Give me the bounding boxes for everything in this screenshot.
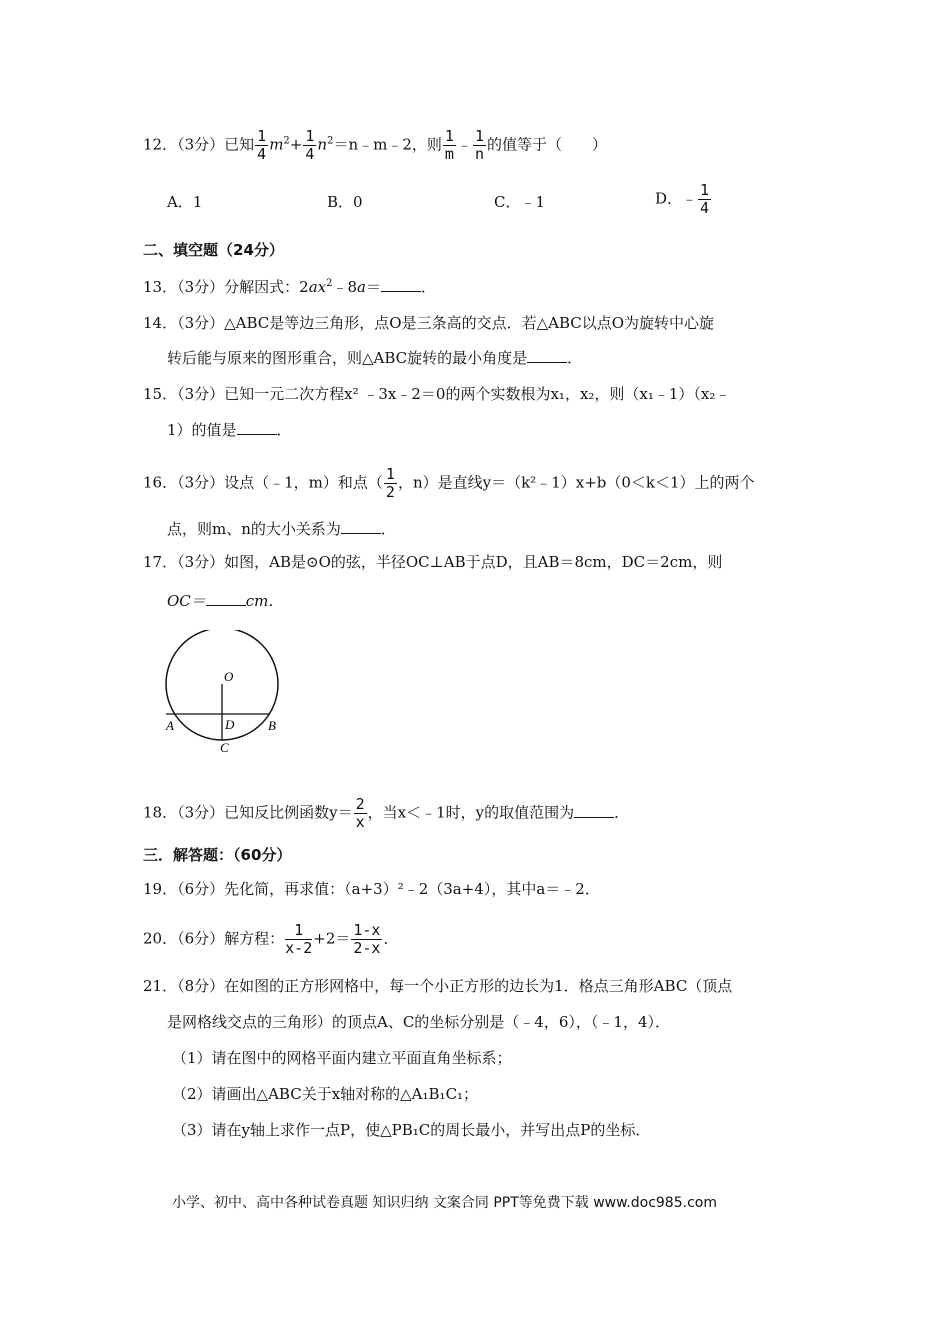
label-o: O	[224, 669, 234, 684]
q21-text: 在如图的正方形网格中，每一个小正方形的边长为1．格点三角形ABC（顶点	[224, 977, 733, 995]
q16-score: （3分）	[177, 473, 225, 492]
q16-number: 16．	[143, 473, 178, 492]
fraction-right	[351, 922, 382, 957]
q14-number: 14．	[143, 314, 178, 332]
q13-text: 分解因式：2	[224, 278, 309, 296]
label-a: A	[166, 718, 174, 733]
frac-den: 4	[700, 199, 710, 217]
q14-line-2	[167, 348, 582, 368]
answer-blank	[206, 591, 246, 606]
q13-eq: ＝	[365, 278, 381, 296]
q15-score: （3分）	[177, 385, 225, 403]
q12-score: （3分）	[177, 135, 225, 154]
q21-sub-1: （1）请在图中的网格平面内建立平面直角坐标系；	[172, 1049, 512, 1067]
q13-var: a	[357, 278, 366, 296]
q19-line	[143, 879, 600, 899]
q12-option-d	[655, 182, 712, 217]
q17-number: 17．	[143, 553, 178, 571]
q19-text: 先化简，再求值：（a+3）²﹣2（3a+4），其中a＝﹣2．	[224, 880, 600, 898]
fraction-one-half	[384, 466, 397, 501]
q14-score: （3分）	[177, 314, 225, 332]
frac-den: x-2	[285, 939, 313, 957]
q21-sub-3: （3）请在y轴上求作一点P，使△PB₁C的周长最小，并写出点P的坐标．	[172, 1121, 651, 1139]
q14-period: ．	[567, 349, 583, 367]
frac-den: n	[474, 145, 484, 163]
frac-den: m	[444, 145, 454, 163]
q13-text: ﹣8	[332, 278, 358, 296]
frac-num: 1	[305, 127, 315, 145]
plus: +	[289, 135, 303, 154]
q19-number: 19．	[143, 880, 178, 898]
q18-score: （3分）	[177, 803, 225, 822]
var-m: m	[269, 135, 284, 154]
q20-score: （6分）	[177, 929, 225, 948]
q17-text: 如图，AB是⊙O的弦，半径OC⊥AB于点D，且AB＝8cm，DC＝2cm，则	[224, 553, 723, 571]
fraction-left	[285, 922, 312, 957]
answer-blank	[341, 519, 381, 534]
exponent: 2	[326, 278, 333, 289]
q16-text: 设点（﹣1，m）和点（	[224, 473, 383, 492]
q19-score: （6分）	[177, 880, 225, 898]
section-heading-solve: 三．解答题：（60分）	[143, 846, 292, 864]
q12-number: 12．	[143, 135, 178, 154]
q18-text: 已知反比例函数y＝	[224, 803, 353, 822]
q21-line-1	[143, 976, 732, 996]
fraction-quarter	[255, 128, 268, 163]
q12-option-a: A．1	[167, 193, 203, 211]
q21-line-2: 是网格线交点的三角形）的顶点A、C的坐标分别是（﹣4，6），（﹣1，4）．	[167, 1013, 670, 1031]
q18-line	[143, 796, 629, 831]
label-c: C	[220, 740, 229, 755]
q14-text: 转后能与原来的图形重合，则△ABC旋转的最小角度是	[167, 349, 528, 367]
q12-line	[143, 128, 607, 163]
q15-line-1	[143, 384, 730, 404]
q13-var: ax	[308, 278, 327, 296]
fraction-1-over-n	[473, 128, 486, 163]
frac-num: 1	[285, 922, 312, 940]
q13-score: （3分）	[177, 278, 225, 296]
q16-line-1	[143, 466, 755, 501]
q18-text: ，当x＜﹣1时，y的取值范围为	[367, 803, 575, 822]
answer-blank	[527, 348, 567, 363]
q21-sub-2: （2）请画出△ABC关于x轴对称的△A₁B₁C₁；	[172, 1085, 479, 1103]
answer-blank	[574, 803, 614, 818]
answer-blank	[381, 277, 421, 292]
circle-chord-figure	[158, 630, 288, 760]
q12-option-b: B．0	[327, 193, 363, 211]
q18-period: ．	[614, 803, 630, 822]
q15-period: ．	[276, 421, 292, 439]
q18-number: 18．	[143, 803, 178, 822]
q16-text: ，n）是直线y＝（k²﹣1）x+b（0＜k＜1）上的两个	[397, 473, 755, 492]
q12-tail: 的值等于（ ）	[486, 135, 607, 154]
exponent: 2	[283, 135, 290, 147]
frac-num: 1	[474, 127, 484, 145]
frac-num: 2	[355, 795, 365, 813]
q14-text: △ABC是等边三角形，点O是三条高的交点．若△ABC以点O为旋转中心旋	[224, 314, 715, 332]
q13-period: ．	[420, 278, 436, 296]
q16-text: 点，则m、n的大小关系为	[167, 520, 341, 538]
q21-score: （8分）	[177, 977, 225, 995]
frac-num: 1	[257, 127, 267, 145]
q17-line-1	[143, 552, 722, 572]
q17-text: OC＝	[167, 592, 206, 610]
q20-line	[143, 922, 398, 957]
q16-period: ．	[380, 520, 396, 538]
option-d-label: D．﹣	[655, 189, 698, 208]
q17-score: （3分）	[177, 553, 225, 571]
q20-text: 解方程：	[224, 929, 285, 948]
q12-text: 已知	[224, 135, 255, 154]
q12-equation: ＝n﹣m﹣2，则	[333, 135, 442, 154]
q20-text: +2＝	[313, 929, 351, 948]
frac-num: 1	[700, 181, 710, 199]
q13-line	[143, 277, 436, 297]
frac-den: 4	[257, 145, 267, 163]
q15-number: 15．	[143, 385, 178, 403]
frac-num: 1-x	[353, 921, 381, 939]
q12-option-c: C．﹣1	[494, 193, 546, 211]
var-n: n	[317, 135, 328, 154]
footer-text: 小学、初中、高中各种试卷真题 知识归纳 文案合同 PPT等免费下载 www.doc985.com	[172, 1195, 717, 1211]
exponent: 2	[327, 135, 334, 147]
fraction-1-over-m	[443, 128, 456, 163]
frac-den: 4	[305, 145, 315, 163]
frac-den: 2-x	[353, 939, 381, 957]
label-b: B	[268, 718, 276, 733]
fraction-2-over-x	[354, 796, 367, 831]
frac-num: 1	[385, 465, 395, 483]
q21-number: 21．	[143, 977, 178, 995]
q16-line-2	[167, 519, 396, 539]
frac-den: 2	[385, 483, 395, 501]
minus: ﹣	[456, 135, 472, 154]
fraction-quarter-option	[698, 182, 711, 217]
q15-text: 1）的值是	[167, 421, 237, 439]
q17-line-2	[167, 591, 283, 611]
section-heading-fill-blank: 二、填空题（24分）	[143, 241, 284, 259]
answer-blank	[237, 420, 277, 435]
q17-unit: cm．	[245, 592, 284, 610]
q20-number: 20．	[143, 929, 178, 948]
fraction-quarter-2	[303, 128, 316, 163]
q14-line-1	[143, 313, 714, 333]
q13-number: 13．	[143, 278, 178, 296]
q15-line-2	[167, 420, 292, 440]
frac-den: x	[355, 813, 365, 831]
frac-num: 1	[444, 127, 454, 145]
label-d: D	[225, 717, 235, 732]
q15-text: 已知一元二次方程x² ﹣3x﹣2＝0的两个实数根为x₁，x₂，则（x₁﹣1）（x₂﹣	[224, 385, 731, 403]
q20-period: ．	[383, 929, 399, 948]
